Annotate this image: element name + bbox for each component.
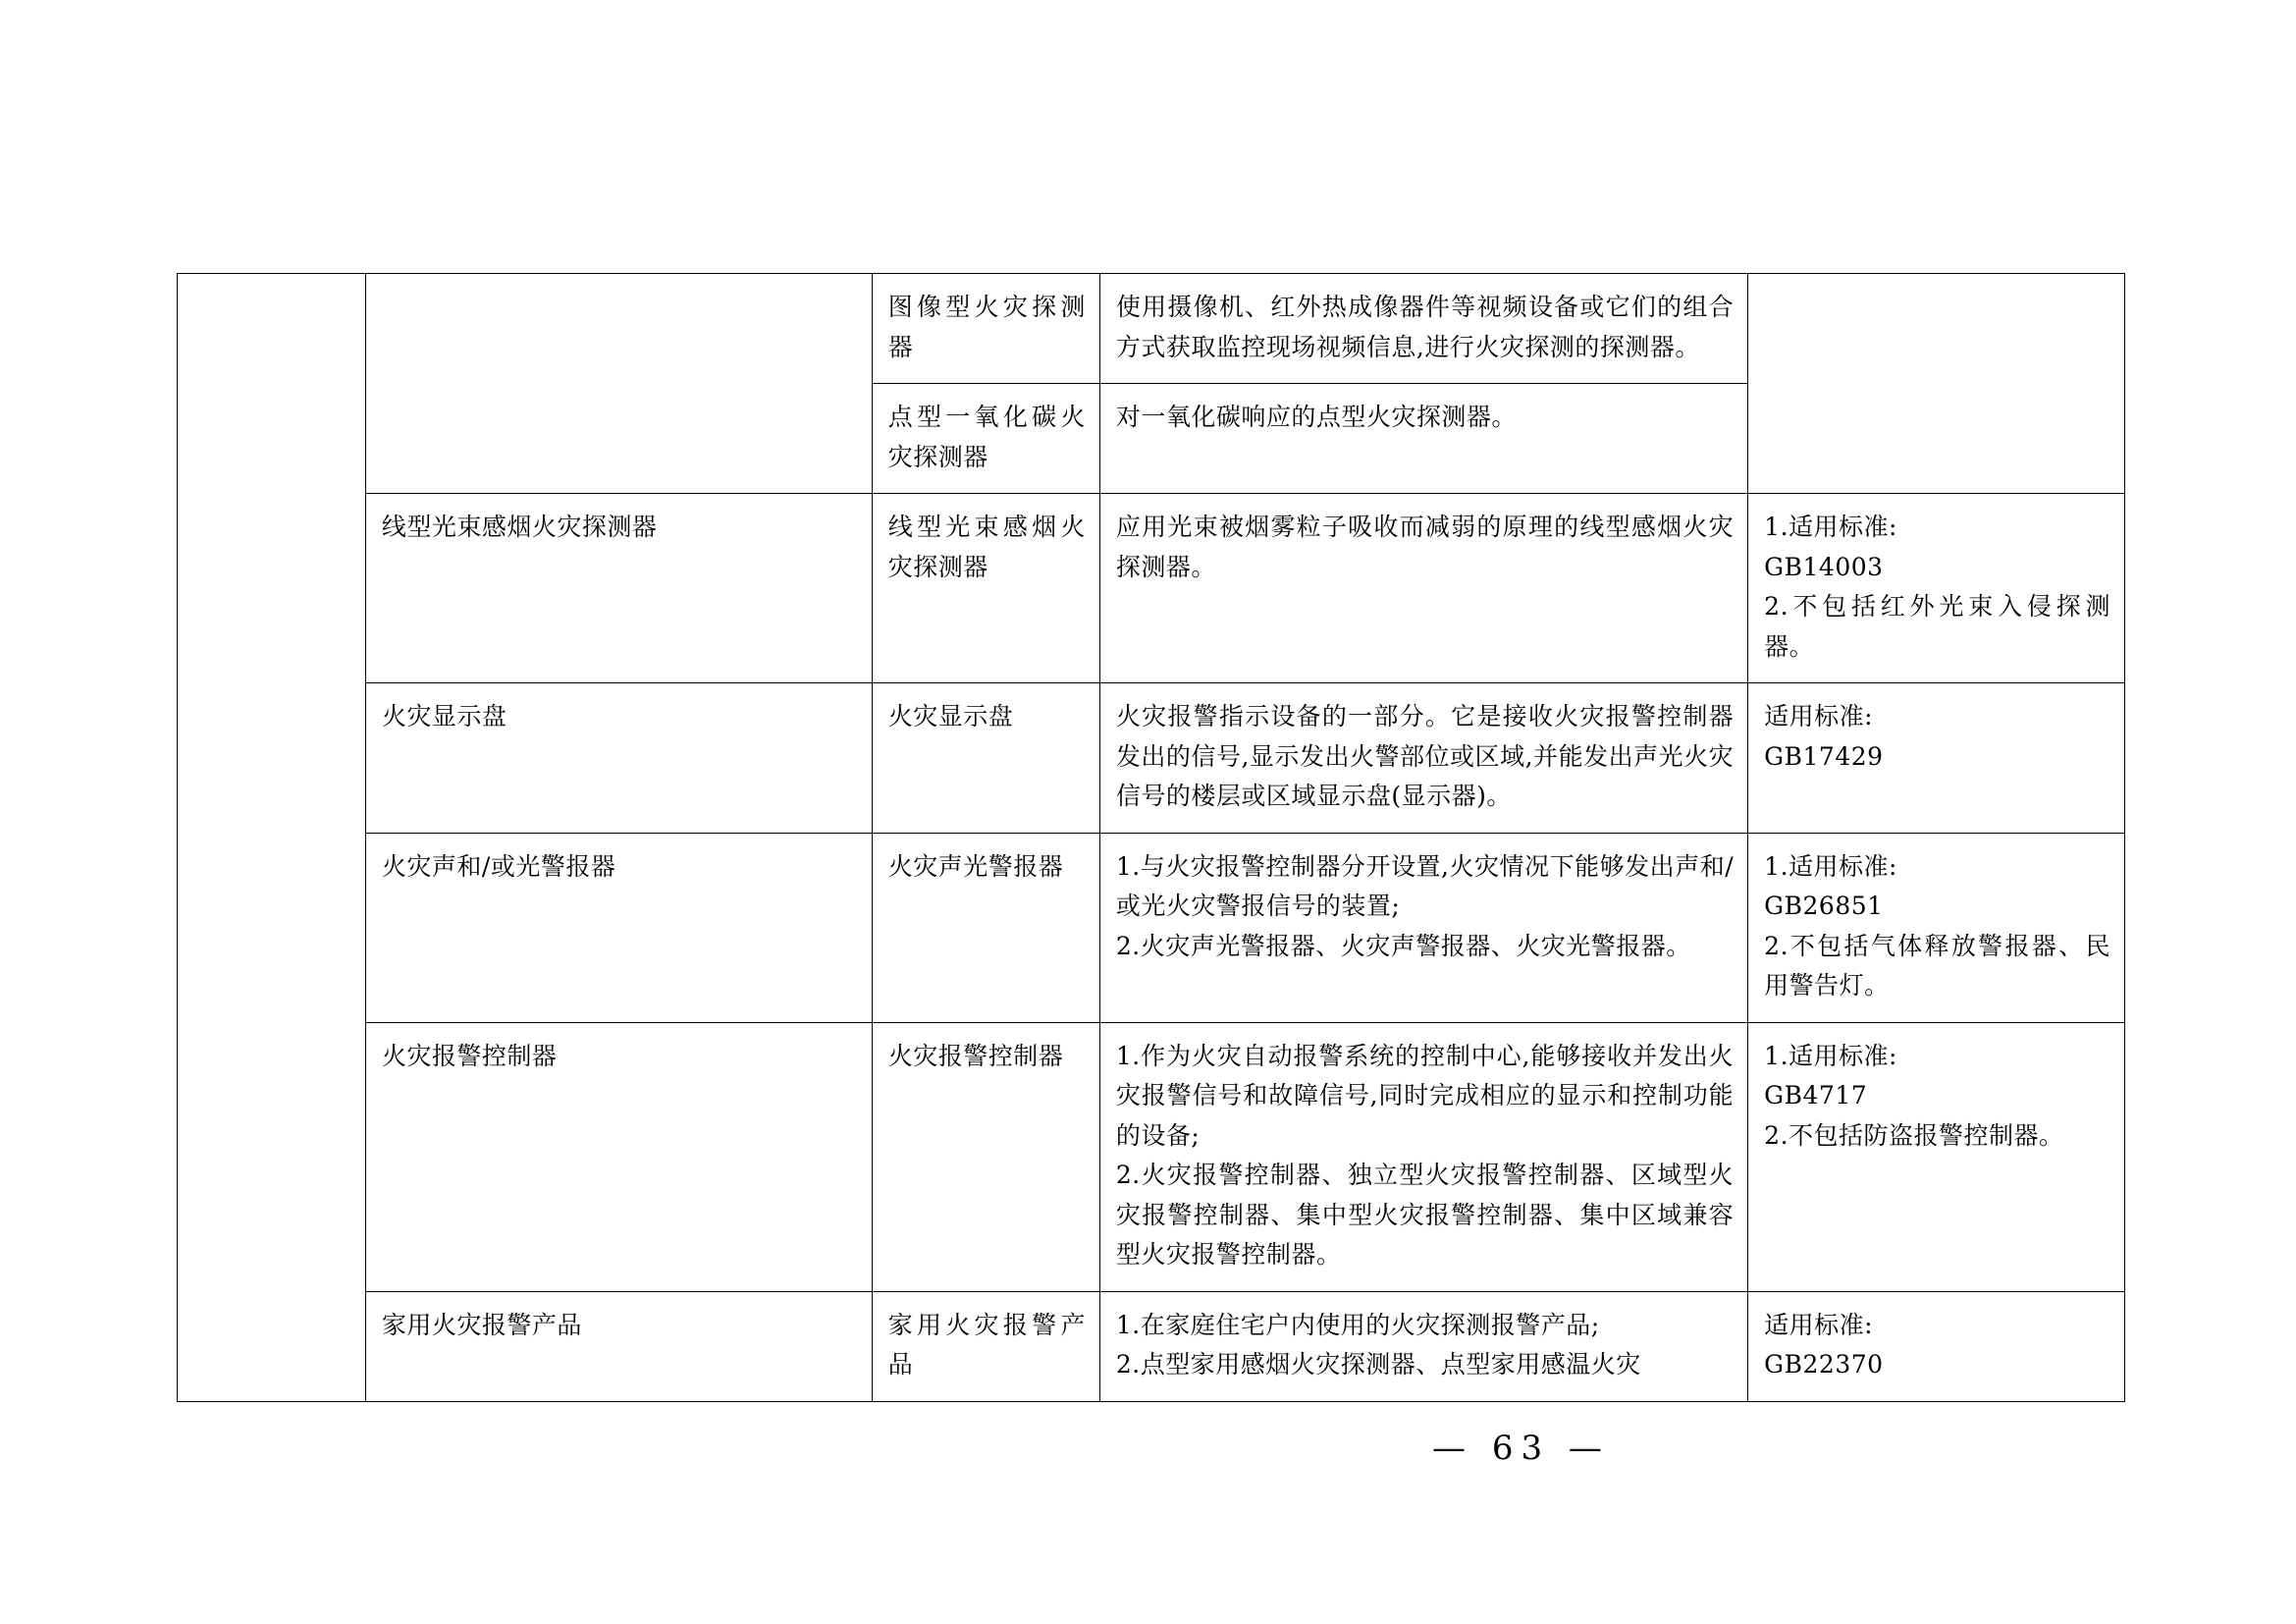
- definition-text: 火灾报警指示设备的一部分。它是接收火灾报警控制器发出的信号,显示发出火警部位或区域,并能发出声光火灾信号的楼层或区域显示盘(显示器)。: [1115, 702, 1735, 810]
- product-name-text: 线型光束感烟火灾探测器: [381, 513, 658, 541]
- product-name-text: 家用火灾报警产品: [381, 1310, 582, 1339]
- cell-standards: [1748, 1022, 2125, 1291]
- product-subtype-text: 火灾报警控制器: [887, 1041, 1064, 1070]
- cell-product-subtype: [872, 1291, 1099, 1401]
- cell-product-subtype: [872, 494, 1099, 683]
- cell-definition: [1099, 494, 1747, 683]
- definition-text: 使用摄像机、红外热成像器件等视频设备或它们的组合方式获取监控现场视频信息,进行火灾探测的探测器。: [1115, 293, 1735, 361]
- table-row: [178, 833, 2125, 1022]
- definition-text: 对一氧化碳响应的点型火灾探测器。: [1115, 403, 1517, 431]
- cell-product-subtype: [872, 833, 1099, 1022]
- table-row: [178, 1291, 2125, 1401]
- cell-product-subtype: [872, 384, 1099, 494]
- product-subtype-text: 图像型火灾探测器: [887, 293, 1086, 361]
- product-subtype-text: 家用火灾报警产品: [887, 1310, 1086, 1379]
- cell-product-name: [365, 683, 872, 834]
- standards-text: 1.适用标准: GB4717 2.不包括防盗报警控制器。: [1764, 1041, 2064, 1150]
- definition-text: 1.与火灾报警控制器分开设置,火灾情况下能够发出声和/或光火灾警报信号的装置; 2.火灾声光警报器、火灾声警报器、火灾光警报器。: [1115, 851, 1735, 960]
- fire-alarm-product-table: [177, 273, 2125, 1402]
- cell-definition: [1099, 683, 1747, 834]
- definition-text: 1.在家庭住宅户内使用的火灾探测报警产品; 2.点型家用感烟火灾探测器、点型家用感温火灾: [1115, 1310, 1641, 1379]
- definition-text: 1.作为火灾自动报警系统的控制中心,能够接收并发出火灾报警信号和故障信号,同时完成相应的显示和控制功能的设备; 2.火灾报警控制器、独立型火灾报警控制器、区域型火灾报警控制器、集中型火灾报警控制器、集中区域兼容型火灾报警控制器。: [1115, 1041, 1735, 1269]
- cell-product-name: [365, 833, 872, 1022]
- table-row: [178, 683, 2125, 834]
- cell-standards: [1748, 274, 2125, 494]
- standards-text: 1.适用标准: GB26851 2.不包括气体释放警报器、民用警告灯。: [1764, 851, 2110, 1000]
- product-name-text: 火灾报警控制器: [381, 1041, 558, 1070]
- cell-product-subtype: [872, 1022, 1099, 1291]
- cell-standards: [1748, 683, 2125, 834]
- cell-definition: [1099, 1022, 1747, 1291]
- cell-definition: [1099, 1291, 1747, 1401]
- product-subtype-text: 火灾声光警报器: [887, 851, 1064, 881]
- product-name-text: 火灾显示盘: [381, 702, 507, 731]
- cell-product-subtype: [872, 683, 1099, 834]
- cell-product-name: [365, 1022, 872, 1291]
- standards-text: 适用标准: GB22370: [1764, 1310, 1884, 1379]
- table-row: [178, 1022, 2125, 1291]
- cell-standards: [1748, 494, 2125, 683]
- cell-definition: [1099, 833, 1747, 1022]
- cell-category: [178, 274, 366, 1402]
- product-name-text: 火灾声和/或光警报器: [381, 851, 616, 881]
- cell-definition: [1099, 384, 1747, 494]
- cell-product-name: [365, 274, 872, 494]
- product-subtype-text: 火灾显示盘: [887, 702, 1014, 731]
- product-subtype-text: 点型一氧化碳火灾探测器: [887, 403, 1086, 471]
- table-row: [178, 274, 2125, 384]
- product-subtype-text: 线型光束感烟火灾探测器: [887, 513, 1086, 581]
- standards-text: 1.适用标准: GB14003 2.不包括红外光束入侵探测器。: [1764, 513, 2110, 661]
- cell-definition: [1099, 274, 1747, 384]
- table-row: [178, 494, 2125, 683]
- cell-product-subtype: [872, 274, 1099, 384]
- cell-product-name: [365, 1291, 872, 1401]
- cell-product-name: [365, 494, 872, 683]
- page-number-text: — 63 —: [1432, 1429, 1610, 1468]
- cell-standards: [1748, 1291, 2125, 1401]
- definition-text: 应用光束被烟雾粒子吸收而减弱的原理的线型感烟火灾探测器。: [1115, 513, 1735, 581]
- standards-text: 适用标准: GB17429: [1764, 702, 1884, 771]
- page-number: [0, 1429, 2296, 1468]
- cell-standards: [1748, 833, 2125, 1022]
